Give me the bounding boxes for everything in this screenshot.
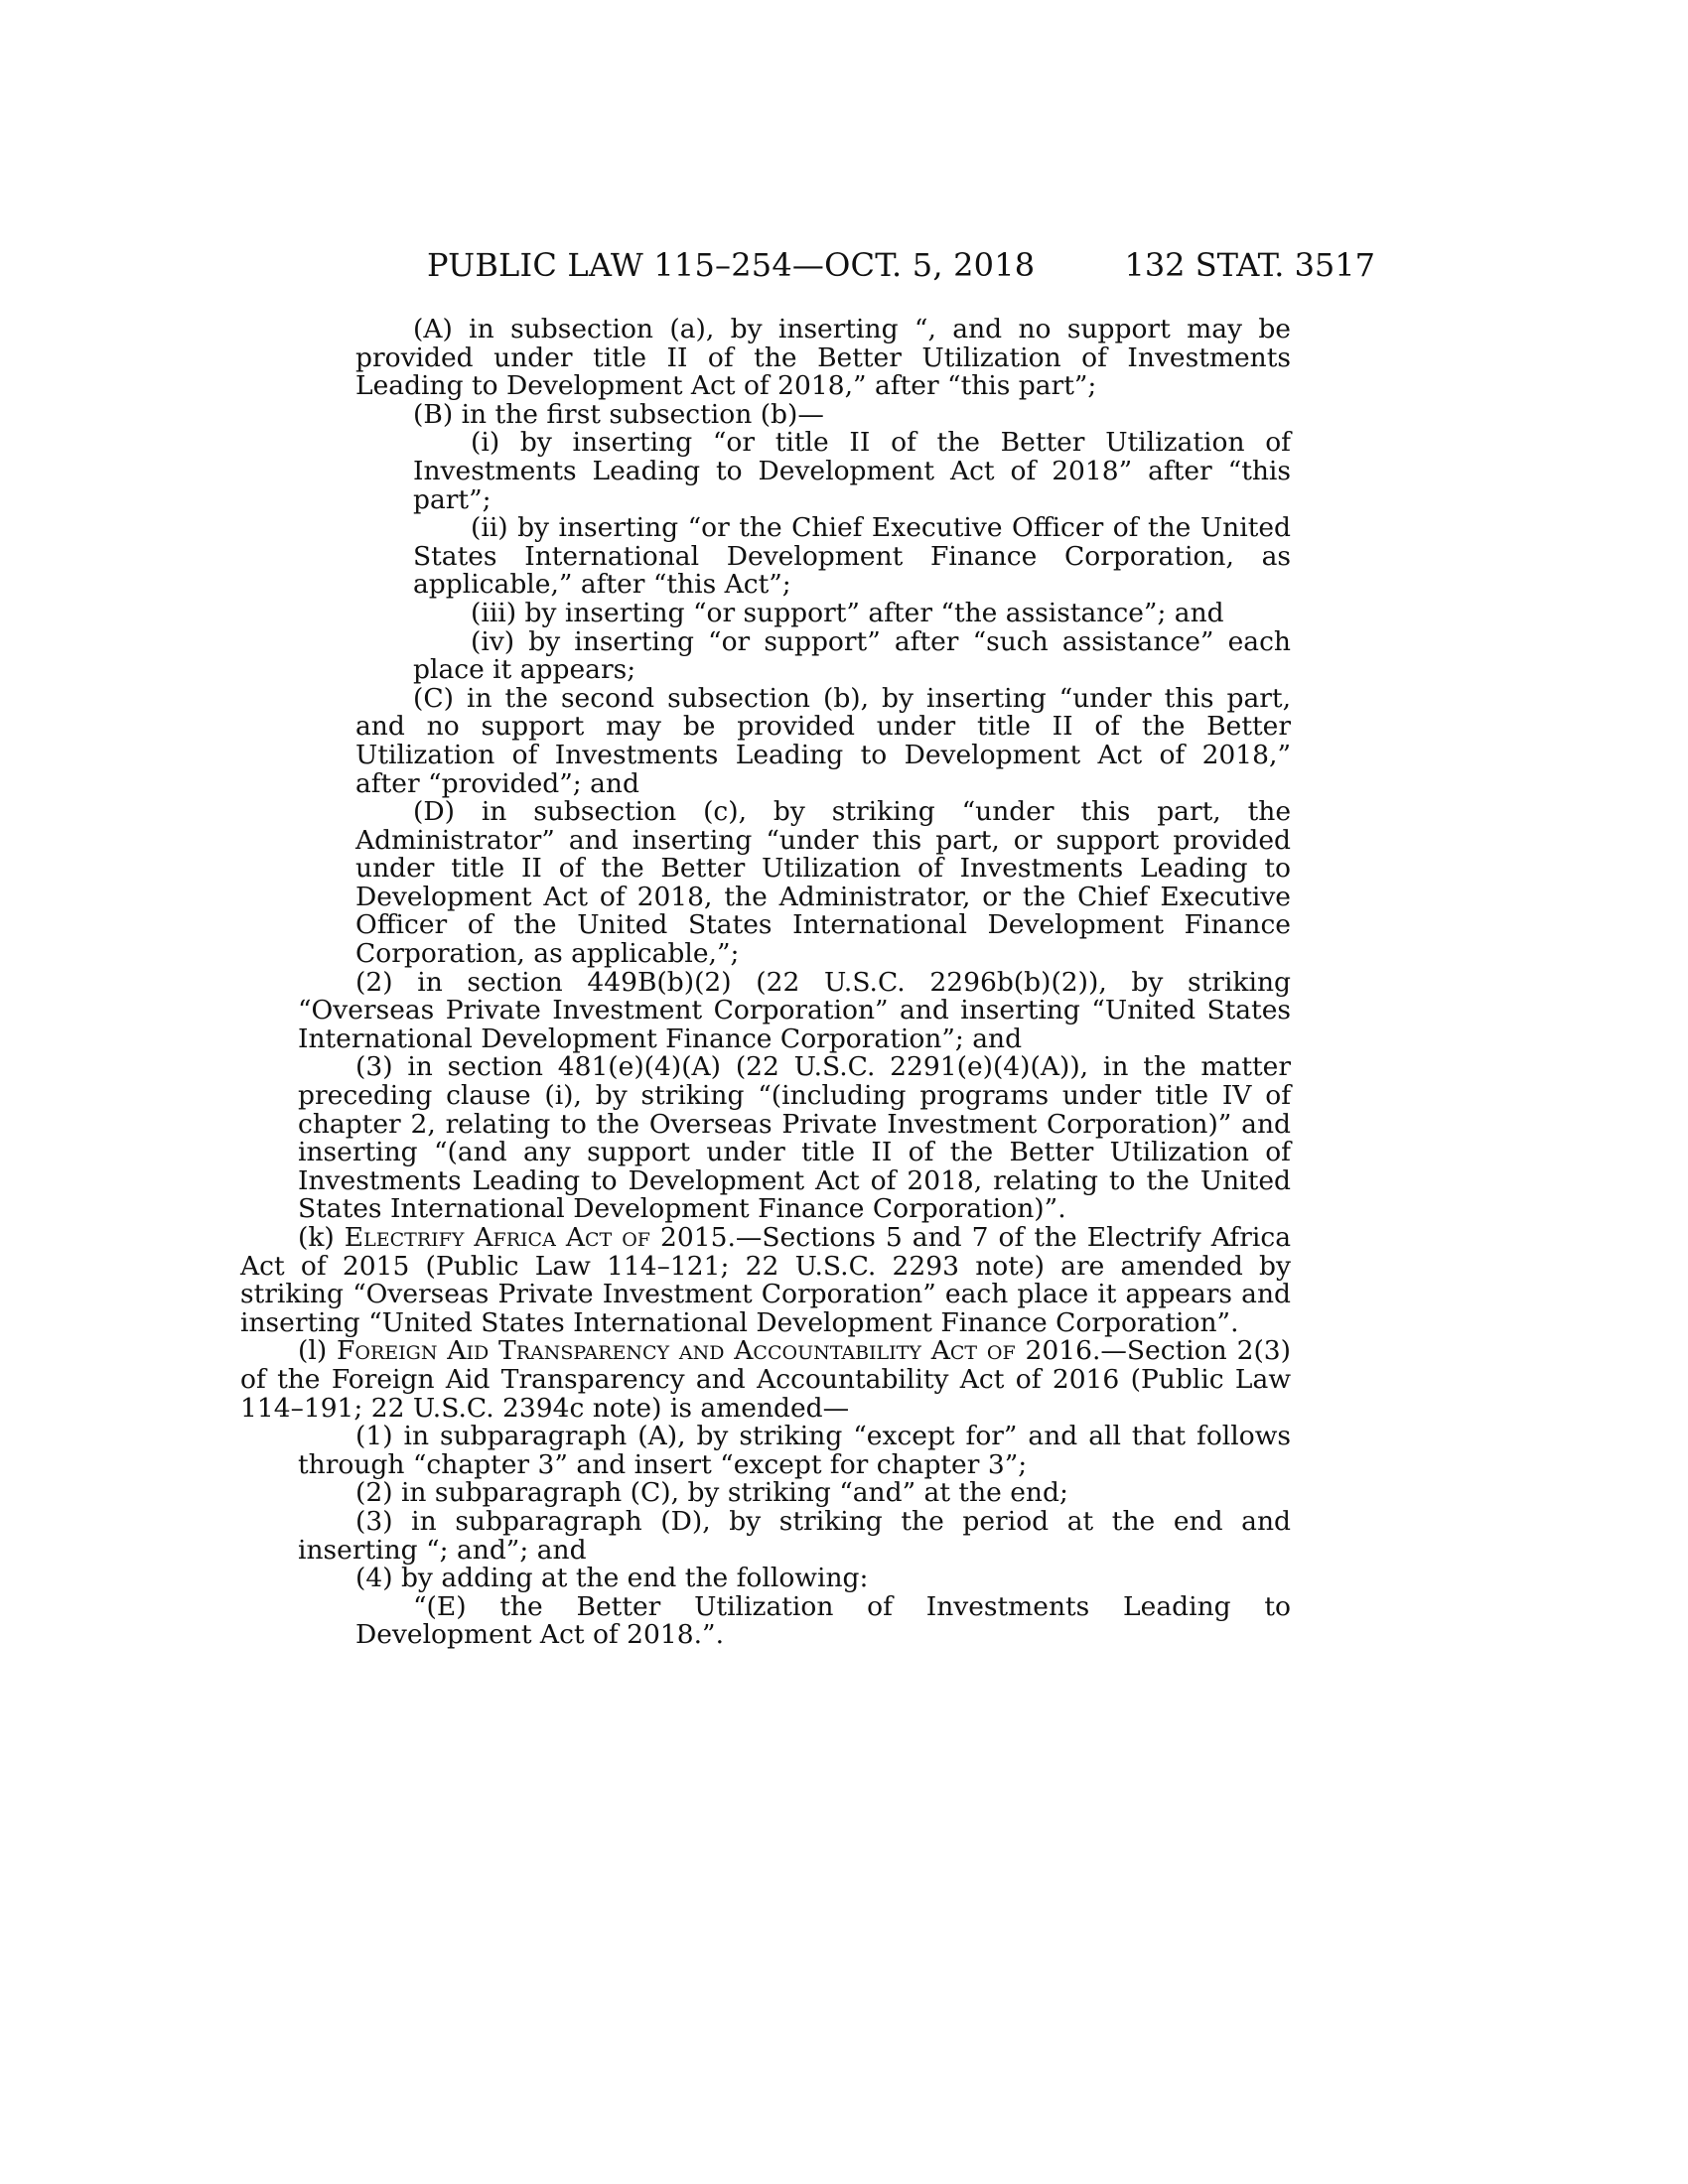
clause-iii: (iii) by inserting “or support” after “the assistance”; and [471,597,1224,628]
paragraph-D: (D) in subsection (c), by striking “under this part, the Administrator” and inserting “under this part, or support provided under title II of the Better Utilization of Investments Leading to Development Act of 2018, the Administrator, or the Chief Executive Officer of the United States International Development Finance Corporation, as applicable,”; [355,796,1291,970]
clause-i: (i) by inserting “or title II of the Better Utilization of Investments Leading to Development Act of 2018” after “this part”; [413,427,1291,515]
page-title: PUBLIC LAW 115–254—OCT. 5, 2018 [427,246,1036,284]
section-l-heading: Foreign Aid Transparency and Accountability Act of 2016 [337,1335,1092,1367]
stat-page-number: 132 STAT. 3517 [1124,246,1375,284]
section-l-label: (l) [298,1335,328,1367]
section-l-item-1: (1) in subparagraph (A), by striking “except for” and all that follows through “chapter 3” and insert “except for chapter 3”; [298,1421,1291,1480]
page-header [298,246,1375,286]
section-k-text: .—Sections 5 and 7 of the Electrify Africa Act of 2015 (Public Law 114–121; 22 U.S.C. 2293 note) are amended by striking “Overseas Private Investment Corporation” each place it appears and inserting “United States International Development Finance Corporation”. [240,1222,1291,1338]
paragraph-B: (B) in the first subsection (b)— [413,398,824,430]
paragraph-A: (A) in subsection (a), by inserting “, and no support may be provided under title II of the Better Utilization of Investments Leading to Development Act of 2018,” after “this part”; [355,314,1291,402]
paragraph-3: (3) in section 481(e)(4)(A) (22 U.S.C. 2291(e)(4)(A)), in the matter preceding clause (i), by striking “(including programs under title IV of chapter 2, relating to the Overseas Private Investment Corporation)” and inserting “(and any support under title II of the Better Utilization of Investments Leading to Development Act of 2018, relating to the United States International Development Finance Corporation)”. [298,1051,1291,1225]
section-l-item-2: (2) in subparagraph (C), by striking “and” at the end; [355,1477,1068,1509]
section-k-heading: Electrify Africa Act of 2015 [344,1222,728,1253]
section-l-item-4: (4) by adding at the end the following: [355,1563,869,1594]
section-l-item-E: “(E) the Better Utilization of Investments Leading to Development Act of 2018.”. [355,1590,1291,1651]
paragraph-C: (C) in the second subsection (b), by inserting “under this part, and no support may be provided under title II of the Better Utilization of Investments Leading to Development Act of 2018,” after “provided”; and [355,682,1291,799]
section-k-label: (k) [298,1222,335,1253]
section-l [240,1337,1291,1423]
section-l-item-3: (3) in subparagraph (D), by striking the period at the end and inserting “; and”; and [298,1505,1291,1566]
clause-iv: (iv) by inserting “or support” after “such assistance” each place it appears; [413,625,1291,686]
paragraph-2: (2) in section 449B(b)(2) (22 U.S.C. 2296b(b)(2)), by striking “Overseas Private Investment Corporation” and inserting “United States International Development Finance Corporation”; and [298,966,1291,1054]
document-body [240,314,1291,1651]
clause-ii: (ii) by inserting “or the Chief Executive Officer of the United States International Development Finance Corporation, as applicable,” after “this Act”; [413,512,1291,601]
section-l-text: .—Section 2(3) of the Foreign Aid Transparency and Accountability Act of 2016 (Public Law 114–191; 22 U.S.C. 2394c note) is amended— [240,1335,1291,1424]
section-k [240,1224,1291,1337]
